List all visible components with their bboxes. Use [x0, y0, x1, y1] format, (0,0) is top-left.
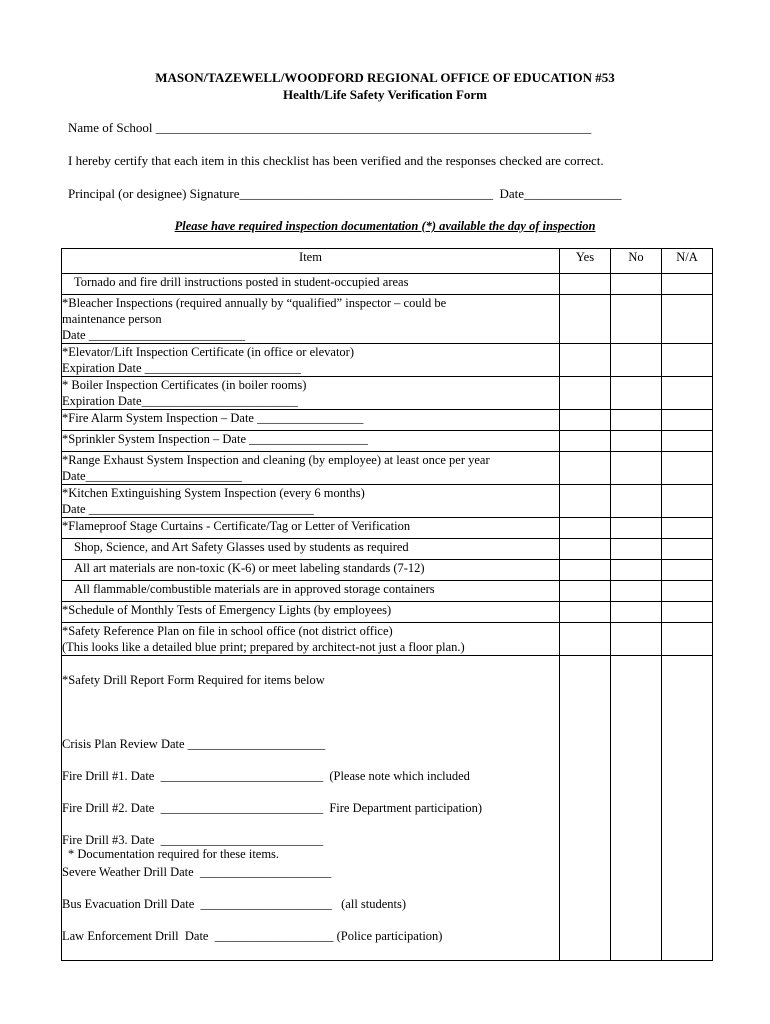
checklist-item: *Bleacher Inspections (required annually by “qualified” inspector – could be maintenance person Date _________________________ — [62, 295, 560, 344]
no-checkbox[interactable] — [611, 452, 662, 485]
table-row — [62, 518, 713, 539]
certification-statement: I hereby certify that each item in this checklist has been verified and the responses checked are correct. — [68, 153, 604, 168]
na-checkbox[interactable] — [662, 539, 713, 560]
yes-checkbox[interactable] — [560, 518, 611, 539]
table-row — [62, 377, 713, 410]
bus-evacuation-drill-line: Bus Evacuation Drill Date _____________________ (all students) — [62, 897, 407, 911]
checklist-item: * Boiler Inspection Certificates (in boiler rooms) Expiration Date_________________________ — [62, 377, 560, 410]
checklist-item: *Range Exhaust System Inspection and cleaning (by employee) at least once per year Date_________________________ — [62, 452, 560, 485]
no-checkbox[interactable] — [611, 295, 662, 344]
checklist-item: All art materials are non-toxic (K-6) or meet labeling standards (7-12) — [62, 560, 560, 581]
yes-checkbox[interactable] — [560, 485, 611, 518]
yes-checkbox[interactable] — [560, 452, 611, 485]
checklist-item: *Fire Alarm System Inspection – Date _________________ — [62, 410, 560, 431]
law-enforcement-drill-line: Law Enforcement Drill Date ___________________ (Police participation) — [62, 929, 443, 943]
severe-weather-drill-line: Severe Weather Drill Date _____________________ — [62, 865, 332, 879]
table-row — [62, 344, 713, 377]
na-checkbox[interactable] — [662, 410, 713, 431]
school-name-field[interactable]: Name of School ___________________________________________________________________ — [68, 120, 592, 135]
table-row — [62, 410, 713, 431]
checklist-item: *Safety Reference Plan on file in school office (not district office) (This looks like a detailed blue print; prepared by architect-not just a floor plan.) — [62, 623, 560, 656]
footnote: * Documentation required for these items. — [68, 847, 280, 861]
yes-checkbox[interactable] — [560, 539, 611, 560]
yes-checkbox[interactable] — [560, 344, 611, 377]
no-checkbox[interactable] — [611, 485, 662, 518]
na-checkbox[interactable] — [662, 485, 713, 518]
na-checkbox[interactable] — [662, 274, 713, 295]
no-checkbox[interactable] — [611, 656, 662, 961]
table-row — [62, 485, 713, 518]
na-checkbox[interactable] — [662, 581, 713, 602]
table-header-row — [62, 249, 713, 274]
na-checkbox[interactable] — [662, 623, 713, 656]
table-row — [62, 274, 713, 295]
na-checkbox[interactable] — [662, 656, 713, 961]
checklist-item: *Sprinkler System Inspection – Date ___________________ — [62, 431, 560, 452]
no-column-header: No — [611, 249, 662, 274]
na-checkbox[interactable] — [662, 295, 713, 344]
yes-checkbox[interactable] — [560, 274, 611, 295]
no-checkbox[interactable] — [611, 581, 662, 602]
drill-section-heading: *Safety Drill Report Form Required for items below — [62, 673, 325, 687]
checklist-item: *Kitchen Extinguishing System Inspection (every 6 months) Date ____________________________________ — [62, 485, 560, 518]
yes-checkbox[interactable] — [560, 377, 611, 410]
no-checkbox[interactable] — [611, 539, 662, 560]
table-row — [62, 623, 713, 656]
yes-checkbox[interactable] — [560, 581, 611, 602]
table-row — [62, 295, 713, 344]
no-checkbox[interactable] — [611, 344, 662, 377]
table-row — [62, 560, 713, 581]
drill-section — [62, 656, 560, 961]
checklist-item: Shop, Science, and Art Safety Glasses used by students as required — [62, 539, 560, 560]
no-checkbox[interactable] — [611, 623, 662, 656]
na-checkbox[interactable] — [662, 560, 713, 581]
na-checkbox[interactable] — [662, 377, 713, 410]
org-title: MASON/TAZEWELL/WOODFORD REGIONAL OFFICE OF EDUCATION #53 — [155, 70, 615, 85]
yes-checkbox[interactable] — [560, 410, 611, 431]
yes-checkbox[interactable] — [560, 623, 611, 656]
signature-date-field[interactable]: Principal (or designee) Signature_______________________________________ Date_______________ — [68, 186, 622, 201]
yes-checkbox[interactable] — [560, 431, 611, 452]
no-checkbox[interactable] — [611, 602, 662, 623]
yes-checkbox[interactable] — [560, 295, 611, 344]
fire-drill-2-line: Fire Drill #2. Date __________________________ Fire Department participation) — [62, 801, 483, 815]
na-checkbox[interactable] — [662, 344, 713, 377]
yes-checkbox[interactable] — [560, 560, 611, 581]
no-checkbox[interactable] — [611, 410, 662, 431]
na-checkbox[interactable] — [662, 452, 713, 485]
checklist-item: *Flameproof Stage Curtains - Certificate/Tag or Letter of Verification — [62, 518, 560, 539]
table-row — [62, 539, 713, 560]
no-checkbox[interactable] — [611, 274, 662, 295]
fire-drill-1-line: Fire Drill #1. Date __________________________ (Please note which included — [62, 769, 470, 783]
table-row-drill-section — [62, 656, 713, 961]
checklist-item: *Schedule of Monthly Tests of Emergency Lights (by employees) — [62, 602, 560, 623]
item-column-header: Item — [62, 249, 560, 274]
yes-checkbox[interactable] — [560, 602, 611, 623]
form-title: Health/Life Safety Verification Form — [283, 87, 487, 102]
table-row — [62, 581, 713, 602]
no-checkbox[interactable] — [611, 518, 662, 539]
na-checkbox[interactable] — [662, 602, 713, 623]
checklist-item: All flammable/combustible materials are in approved storage containers — [62, 581, 560, 602]
fire-drill-3-line: Fire Drill #3. Date __________________________ — [62, 833, 324, 847]
no-checkbox[interactable] — [611, 560, 662, 581]
yes-checkbox[interactable] — [560, 656, 611, 961]
table-row — [62, 431, 713, 452]
crisis-plan-review-line: Crisis Plan Review Date ______________________ — [62, 737, 326, 751]
no-checkbox[interactable] — [611, 377, 662, 410]
inspection-notice: Please have required inspection documentation (*) available the day of inspection — [174, 219, 596, 233]
na-checkbox[interactable] — [662, 431, 713, 452]
table-row — [62, 452, 713, 485]
checklist-item: Tornado and fire drill instructions posted in student-occupied areas — [62, 274, 560, 295]
na-checkbox[interactable] — [662, 518, 713, 539]
table-row — [62, 602, 713, 623]
checklist-item: *Elevator/Lift Inspection Certificate (in office or elevator) Expiration Date _________________________ — [62, 344, 560, 377]
na-column-header: N/A — [662, 249, 713, 274]
yes-column-header: Yes — [560, 249, 611, 274]
no-checkbox[interactable] — [611, 431, 662, 452]
